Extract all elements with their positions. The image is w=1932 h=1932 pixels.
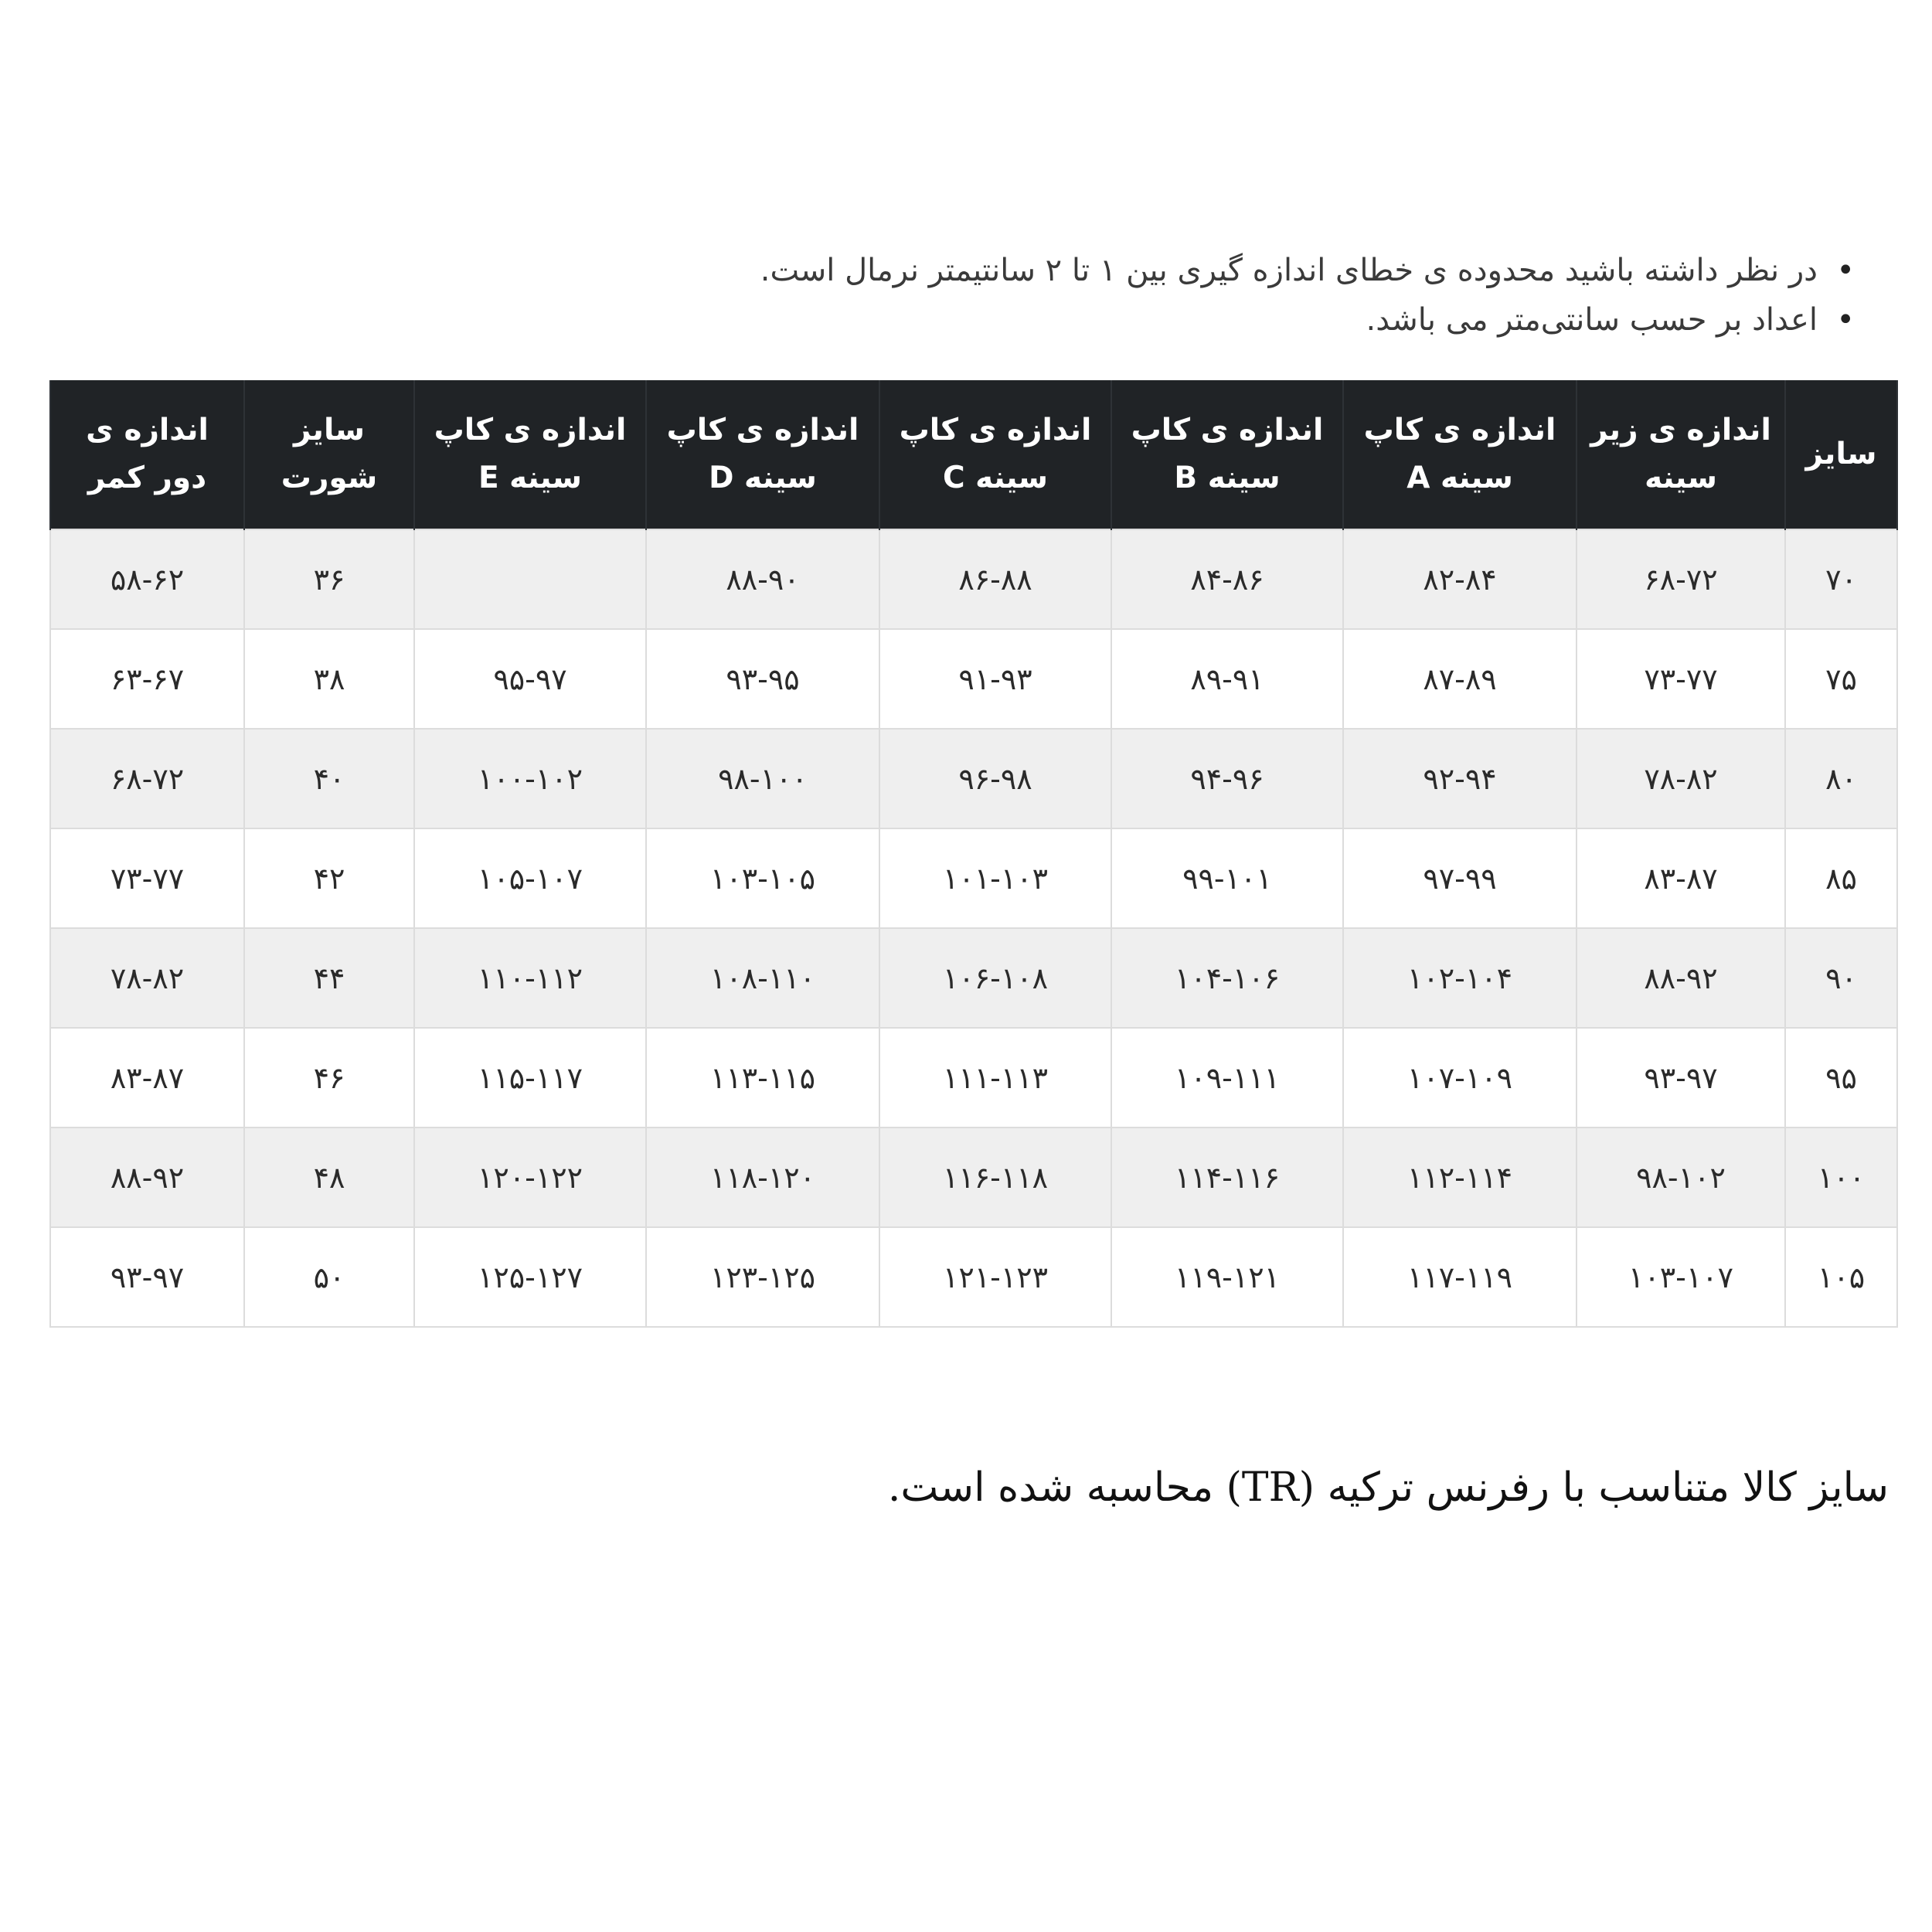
table-row [50,1028,1897,1128]
table-cell: ۷۳-۷۷ [50,828,244,928]
table-cell: ۱۱۱-۱۱۳ [879,1028,1111,1128]
measurement-notes [541,246,1855,345]
table-cell: ۴۰ [244,729,414,828]
table-cell: ۸۶-۸۸ [879,529,1111,629]
table-cell: ۱۲۰-۱۲۲ [414,1128,646,1227]
table-cell: ۸۳-۸۷ [1577,828,1785,928]
table-cell: ۹۵ [1785,1028,1897,1128]
table-cell: ۱۱۲-۱۱۴ [1343,1128,1577,1227]
table-header-row [50,380,1897,529]
header-cup-c: اندازه ی کاپ سینه C [879,380,1111,529]
table-cell: ۸۸-۹۰ [646,529,879,629]
table-cell: ۹۲-۹۴ [1343,729,1577,828]
note-measurement-error: • در نظر داشته باشید محدوده ی خطای اندازه گیری بین ۱ تا ۲ سانتیمتر نرمال است. [541,246,1855,295]
table-cell: ۱۱۷-۱۱۹ [1343,1227,1577,1327]
table-cell: ۴۴ [244,928,414,1028]
table-cell: ۱۰۳-۱۰۵ [646,828,879,928]
table-cell: ۶۳-۶۷ [50,629,244,729]
table-cell: ۱۱۰-۱۱۲ [414,928,646,1028]
table-cell: ۵۸-۶۲ [50,529,244,629]
table-cell: ۷۵ [1785,629,1897,729]
table-cell: ۱۰۶-۱۰۸ [879,928,1111,1028]
header-cup-e: اندازه ی کاپ سینه E [414,380,646,529]
table-row [50,928,1897,1028]
header-cup-b: اندازه ی کاپ سینه B [1111,380,1343,529]
table-cell: ۹۵-۹۷ [414,629,646,729]
table-cell: ۱۱۸-۱۲۰ [646,1128,879,1227]
table-row [50,729,1897,828]
table-cell: ۹۶-۹۸ [879,729,1111,828]
table-cell: ۱۰۳-۱۰۷ [1577,1227,1785,1327]
header-underbust: اندازه ی زیر سینه [1577,380,1785,529]
table-cell: ۹۱-۹۳ [879,629,1111,729]
table-cell: ۱۰۲-۱۰۴ [1343,928,1577,1028]
table-cell: ۵۰ [244,1227,414,1327]
table-cell: ۱۰۴-۱۰۶ [1111,928,1343,1028]
table-cell: ۴۶ [244,1028,414,1128]
table-cell: ۱۰۵ [1785,1227,1897,1327]
table-cell: ۹۸-۱۰۰ [646,729,879,828]
header-waist: اندازه ی دور کمر [50,380,244,529]
table-cell: ۱۱۹-۱۲۱ [1111,1227,1343,1327]
header-cup-d: اندازه ی کاپ سینه D [646,380,879,529]
table-cell: ۸۸-۹۲ [50,1128,244,1227]
header-size: سایز [1785,380,1897,529]
table-cell: ۹۳-۹۷ [50,1227,244,1327]
table-cell [414,529,646,629]
table-cell: ۱۱۴-۱۱۶ [1111,1128,1343,1227]
table-cell: ۹۳-۹۵ [646,629,879,729]
table-cell: ۱۲۵-۱۲۷ [414,1227,646,1327]
table-cell: ۸۵ [1785,828,1897,928]
table-cell: ۸۸-۹۲ [1577,928,1785,1028]
table-cell: ۸۴-۸۶ [1111,529,1343,629]
table-cell: ۷۸-۸۲ [1577,729,1785,828]
table-cell: ۹۷-۹۹ [1343,828,1577,928]
table-cell: ۹۰ [1785,928,1897,1028]
table-cell: ۸۲-۸۴ [1343,529,1577,629]
table-cell: ۱۰۰ [1785,1128,1897,1227]
table-cell: ۱۰۱-۱۰۳ [879,828,1111,928]
table-cell: ۱۰۷-۱۰۹ [1343,1028,1577,1128]
table-cell: ۷۳-۷۷ [1577,629,1785,729]
table-cell: ۳۶ [244,529,414,629]
table-cell: ۹۸-۱۰۲ [1577,1128,1785,1227]
note-units: • اعداد بر حسب سانتی‌متر می باشد. [541,295,1855,345]
table-cell: ۸۳-۸۷ [50,1028,244,1128]
table-cell: ۱۰۵-۱۰۷ [414,828,646,928]
table-row [50,828,1897,928]
size-reference-note: سایز کالا متناسب با رفرنس ترکیه (TR) محاسبه شده است. [887,1464,1889,1511]
table-cell: ۸۹-۹۱ [1111,629,1343,729]
table-cell: ۸۷-۸۹ [1343,629,1577,729]
table-cell: ۴۸ [244,1128,414,1227]
table-cell: ۱۰۰-۱۰۲ [414,729,646,828]
table-cell: ۱۱۶-۱۱۸ [879,1128,1111,1227]
header-brief-size: سایز شورت [244,380,414,529]
table-cell: ۱۱۳-۱۱۵ [646,1028,879,1128]
table-cell: ۶۸-۷۲ [50,729,244,828]
table-cell: ۳۸ [244,629,414,729]
table-cell: ۱۲۳-۱۲۵ [646,1227,879,1327]
table-row [50,529,1897,629]
table-cell: ۱۰۸-۱۱۰ [646,928,879,1028]
table-cell: ۱۰۹-۱۱۱ [1111,1028,1343,1128]
size-chart-table [49,380,1898,1328]
table-row [50,1128,1897,1227]
table-cell: ۹۳-۹۷ [1577,1028,1785,1128]
table-cell: ۷۰ [1785,529,1897,629]
table-cell: ۸۰ [1785,729,1897,828]
table-row [50,1227,1897,1327]
table-cell: ۶۸-۷۲ [1577,529,1785,629]
table-cell: ۷۸-۸۲ [50,928,244,1028]
table-cell: ۹۹-۱۰۱ [1111,828,1343,928]
table-row [50,629,1897,729]
table-cell: ۴۲ [244,828,414,928]
table-cell: ۹۴-۹۶ [1111,729,1343,828]
table-cell: ۱۲۱-۱۲۳ [879,1227,1111,1327]
header-cup-a: اندازه ی کاپ سینه A [1343,380,1577,529]
table-cell: ۱۱۵-۱۱۷ [414,1028,646,1128]
